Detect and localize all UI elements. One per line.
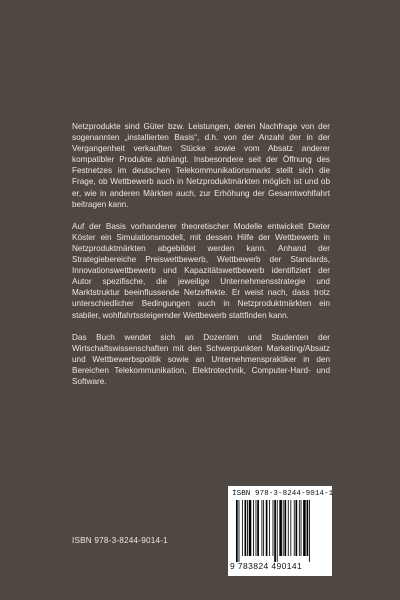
blurb-paragraph-1: Netzprodukte sind Güter bzw. Leistungen, deren Nachfrage von der sogenannten „installierten Basis“, d.h. von der Anzahl der in der Vergangenheit verkauften Stücke sowie vom Absatz anderer kompatibler Produkte abhängt. Insbesondere seit der Öffnung des Festnetzes im deutschen Telekommunikationsmarkt stellt sich die Frage, ob Wettbewerb auch in Netzproduktmärkten möglich ist und ob er, wie in anderen Märkten auch, zur Erhöhung der Gesamtwohlfahrt beitragen kann.	[72, 122, 330, 209]
barcode-box	[228, 486, 332, 576]
isbn-label: ISBN 978-3-8244-9014-1	[72, 536, 168, 545]
barcode-icon	[232, 500, 328, 562]
blurb-text	[72, 121, 330, 398]
blurb-paragraph-2: Auf der Basis vorhandener theoretischer Modelle entwickelt Dieter Köster ein Simulationsmodell, mit dessen Hilfe der Wettbewerb in Netzproduktmärkten abgebildet werden kann. Anhand der Strategiebereiche Preiswettbewerb, Wettbewerb der Standards, Innovationswettbewerb und Kapazitätswettbewerb identifiziert der Autor spezifische, die jeweilige Unternehmensstrategie und Marktstruktur beeinflussende Netzeffekte. Er weist nach, dass trotz unterschiedlicher Bedingungen auch in Netzproduktmärkten ein stabiler, wohlfahrtssteigernder Wettbewerb stattfinden kann.	[72, 221, 330, 320]
barcode-digits: 9 783824 490141	[230, 561, 303, 571]
blurb-paragraph-3: Das Buch wendet sich an Dozenten und Studenten der Wirtschaftswissenschaften mit den Schwerpunkten Marketing/Absatz und Wettbewerbspolitik sowie an Unternehmenspraktiker in den Bereichen Telekommunikation, Elektrotechnik, Computer-Hard- und Software.	[72, 332, 330, 386]
barcode-isbn-header: ISBN 978-3-8244-9014-1	[232, 490, 334, 498]
